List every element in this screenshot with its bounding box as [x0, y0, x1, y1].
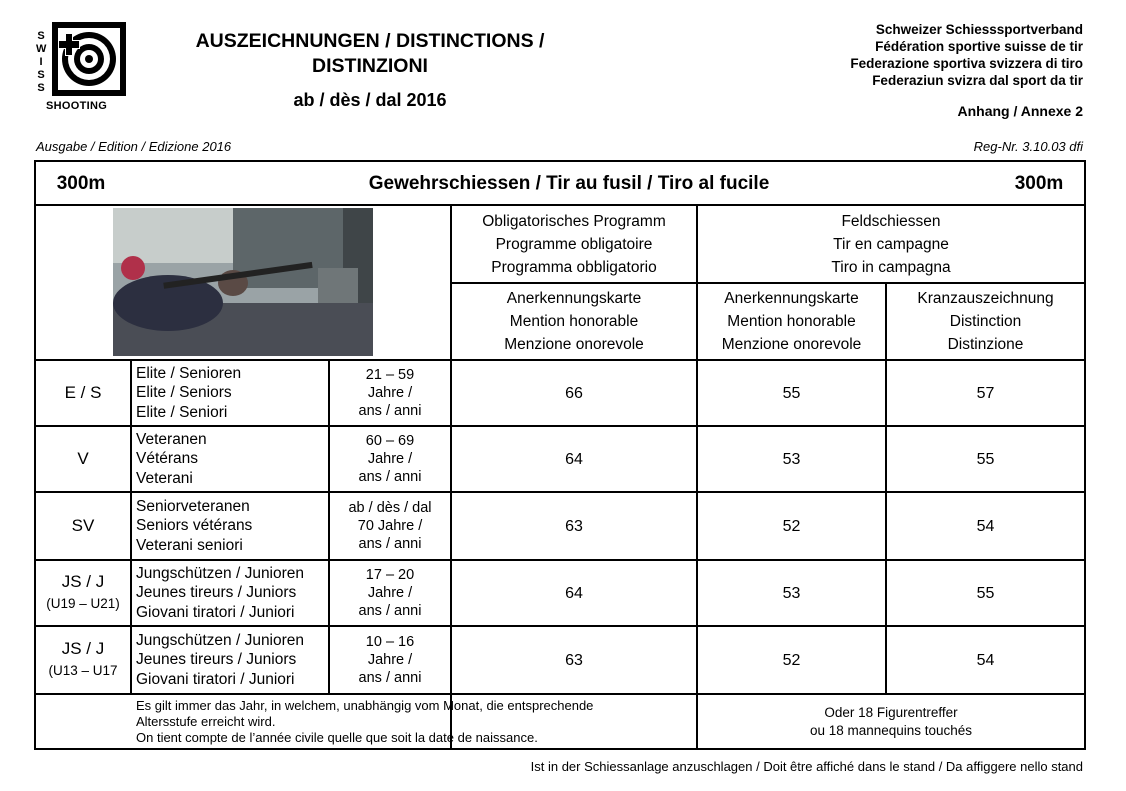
value-field-distinction: 55: [976, 584, 995, 602]
value-field-mention: 53: [782, 584, 801, 602]
row-code: JS / J (U13 – U17: [48, 639, 118, 678]
field-alternative-note: Oder 18 Figurentreffer ou 18 mannequins touchés: [809, 704, 973, 738]
row-category-names: Jungschützen / Junioren Jeunes tireurs / Juniors Giovani tiratori / Juniori: [136, 631, 305, 688]
document-title-line1: AUSZEICHNUNGEN / DISTINCTIONS /: [195, 30, 545, 52]
value-field-distinction: 54: [976, 517, 995, 535]
edition-label: Ausgabe / Edition / Edizione 2016: [36, 139, 232, 154]
value-field-mention: 55: [782, 384, 801, 402]
row-age-range: 10 – 16 Jahre / ans / anni: [358, 634, 422, 686]
row-age-range: 60 – 69 Jahre / ans / anni: [358, 433, 422, 485]
col-header-field-distinction: Kranzauszeichnung Distinction Distinzione: [917, 290, 1054, 353]
value-obligatory: 63: [565, 517, 583, 535]
annex-label: Anhang / Annexe 2: [957, 103, 1083, 119]
swiss-shooting-logo: [44, 20, 130, 102]
org-name-de: Schweizer Schiesssportverband: [875, 22, 1083, 37]
range-label-left: 300m: [56, 172, 106, 194]
field-shooting-header: Feldschiessen Tir en campagne Tiro in campagna: [831, 212, 951, 276]
value-field-distinction: 55: [976, 450, 995, 468]
org-name-rm: Federaziun svizra dal sport da tir: [872, 73, 1083, 88]
row-code: V: [77, 449, 89, 468]
row-category-names: Seniorveteranen Seniors vétérans Veterani seniori: [136, 497, 253, 554]
posting-instruction: Ist in der Schiessanlage anzuschlagen / Doit être affiché dans le stand / Da affiggere nello stand: [530, 759, 1083, 774]
obligatory-program-header: Obligatorisches Programm Programme obligatoire Programma obbligatorio: [482, 212, 666, 276]
org-name-it: Federazione sportiva svizzera di tiro: [850, 56, 1083, 71]
row-code: SV: [71, 516, 95, 535]
row-code: E / S: [64, 383, 102, 402]
logo-swiss-text: S W I S S: [36, 30, 47, 94]
logo-shooting-text: SHOOTING: [46, 100, 108, 112]
row-age-range: ab / dès / dal 70 Jahre / ans / anni: [348, 500, 432, 552]
row-category-names: Elite / Senioren Elite / Seniors Elite / Seniori: [136, 364, 242, 421]
range-label-right: 300m: [1014, 172, 1064, 194]
row-age-range: 21 – 59 Jahre / ans / anni: [358, 367, 422, 419]
value-obligatory: 64: [565, 584, 583, 602]
document-title-line2: DISTINZIONI: [312, 55, 428, 77]
row-category-names: Veteranen Vétérans Veterani: [136, 430, 207, 487]
distinctions-table: [34, 160, 1086, 750]
value-obligatory: 66: [565, 384, 583, 402]
value-field-distinction: 54: [976, 651, 995, 669]
value-obligatory: 63: [565, 651, 583, 669]
value-field-distinction: 57: [976, 384, 995, 402]
value-field-mention: 53: [782, 450, 801, 468]
row-category-names: Jungschützen / Junioren Jeunes tireurs / Juniors Giovani tiratori / Juniori: [136, 564, 305, 621]
discipline-title: Gewehrschiessen / Tir au fusil / Tiro al fucile: [368, 172, 770, 194]
row-age-range: 17 – 20 Jahre / ans / anni: [358, 567, 422, 619]
reg-number: Reg-Nr. 3.10.03 dfi: [973, 139, 1083, 154]
value-field-mention: 52: [782, 651, 801, 669]
age-rule-note: Es gilt immer das Jahr, in welchem, unabhängig vom Monat, die entsprechende Altersstufe erreicht wird. On tient compte de l’année civile quelle que soit la date de naissance.: [136, 697, 594, 745]
col-header-field-mention: Anerkennungskarte Mention honorable Menzione onorevole: [721, 290, 862, 353]
org-name-fr: Fédération sportive suisse de tir: [875, 39, 1083, 54]
row-code: JS / J (U19 – U21): [46, 572, 120, 611]
col-header-obligatory-mention: Anerkennungskarte Mention honorable Menzione onorevole: [504, 290, 644, 353]
rifle-shooter-photo: [113, 208, 373, 356]
value-obligatory: 64: [565, 450, 583, 468]
document-date-line: ab / dès / dal 2016: [293, 90, 447, 110]
value-field-mention: 52: [782, 517, 801, 535]
